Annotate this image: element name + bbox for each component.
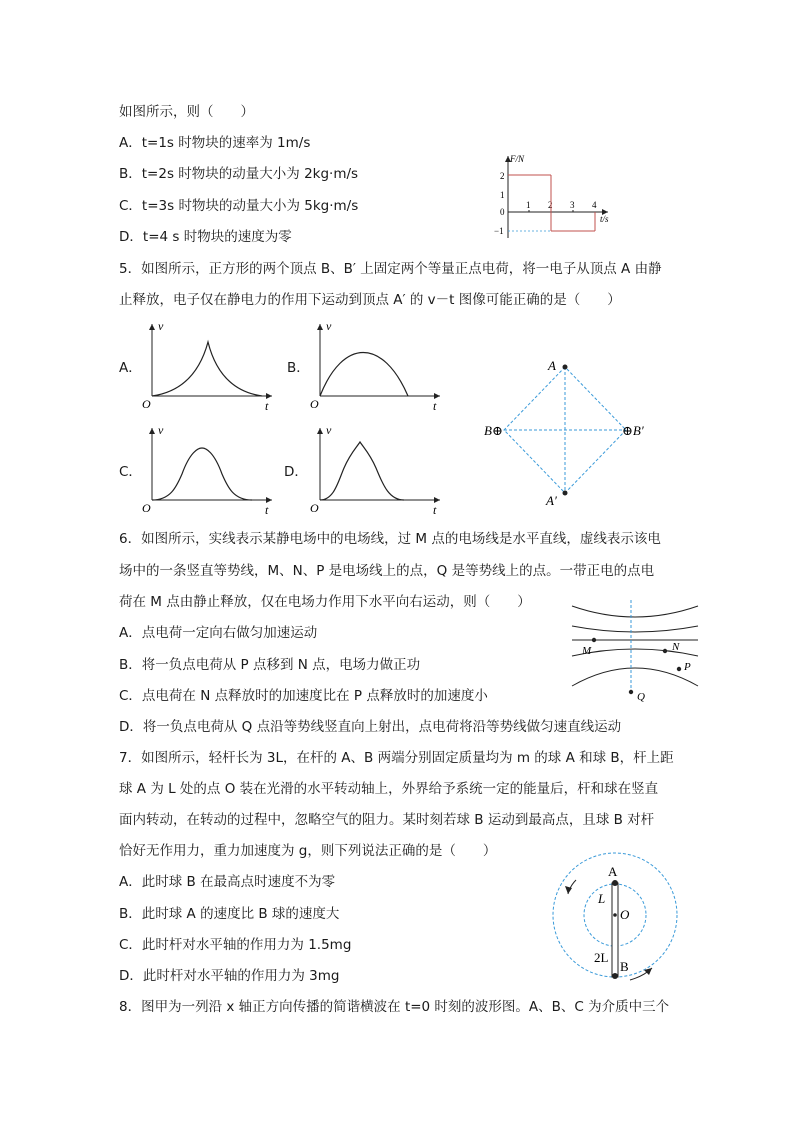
q5-option-b-label[interactable]: B． [287,360,310,376]
q6-stem-line2: 场中的一条竖直等势线，M、N、P 是电场线上的点，Q 是等势线上的点。一带正电的点电 [119,563,655,579]
q5-square-figure [482,355,657,508]
point-p-label: P [684,661,691,673]
q7-stem-line2: 球 A 为 L 处的点 O 装在光滑的水平转动轴上，外界给予系统一定的能量后，杆和球在竖直 [119,781,659,797]
v-axis-label: v [158,319,164,333]
point-m-dot [592,638,596,642]
origin-label: O [142,501,151,515]
origin-label: O [142,397,151,411]
origin-label: O [310,501,319,515]
q7-stem-line3: 面内转动，在转动的过程中，忽略空气的阻力。某时刻若球 B 运动到最高点，且球 B 对杆 [119,812,655,828]
v-axis-label: v [326,423,332,437]
q5-stem-line1: 5．如图所示，正方形的两个顶点 B、B′ 上固定两个等量正点电荷，将一电子从顶点 A 由静 [119,261,662,277]
q5-option-a-label[interactable]: A． [119,360,142,376]
q7-stem-line4: 恰好无作用力，重力加速度为 g，则下列说法正确的是（ ） [119,843,497,859]
q4-force-time-graph [488,150,618,245]
ball-b-label: B [620,959,629,974]
y-tick-1: 1 [500,190,505,200]
vertex-a-prime-label: A′ [546,493,557,508]
light-rod [612,883,618,977]
q7-option-c[interactable]: C．此时杆对水平轴的作用力为 1.5mg [119,937,352,953]
q5-graph-d[interactable] [308,422,448,517]
y-tick-2: 2 [500,171,505,181]
point-q-dot [629,690,633,694]
q6-option-c[interactable]: C．点电荷在 N 点释放时的加速度比在 P 点释放时的加速度小 [119,688,488,704]
vertex-a-prime-dot [563,491,568,496]
q5-graph-b[interactable] [308,318,448,413]
field-line-top [572,606,698,617]
x-tick-1: 1 [526,200,531,210]
q4-option-c[interactable]: C．t=3s 时物块的动量大小为 5kg·m/s [119,198,359,214]
q6-option-d[interactable]: D．将一负点电荷从 Q 点沿等势线竖直向上射出，点电荷将沿等势线做匀速直线运动 [119,719,622,735]
q7-option-b[interactable]: B．此时球 A 的速度比 B 球的速度大 [119,906,340,922]
q5-graph-a[interactable] [140,318,280,413]
field-line-upper [572,626,698,632]
q5-option-c-label[interactable]: C． [119,464,142,480]
q6-option-a[interactable]: A．点电荷一定向右做匀加速运动 [119,625,318,641]
origin-label: O [310,397,319,411]
q4-stem-tail: 如图所示，则（ ） [119,104,254,120]
q4-option-b[interactable]: B．t=2s 时物块的动量大小为 2kg·m/s [119,166,359,182]
ball-b [612,973,618,979]
y-tick-0: 0 [500,207,505,217]
t-axis-label: t [433,503,437,517]
v-axis-arrow-icon [317,428,323,434]
x-tick-3: 3 [570,200,575,210]
q7-option-d[interactable]: D．此时杆对水平轴的作用力为 3mg [119,968,340,984]
q4-option-d[interactable]: D．t=4 s 时物块的速度为零 [119,229,292,245]
x-tick-4: 4 [592,200,597,210]
point-q-label: Q [637,691,645,703]
v-t-curve [320,442,404,500]
v-axis-label: v [158,423,164,437]
length-l-label: L [598,891,606,906]
charge-b-label: B⊕ [484,423,503,438]
v-t-curve [320,353,408,397]
t-axis-label: t [265,503,269,517]
q7-rod-figure [548,850,683,985]
q6-field-figure [568,598,703,703]
q4-option-a[interactable]: A．t=1s 时物块的速率为 1m/s [119,135,311,151]
point-n-label: N [672,641,680,653]
vertex-a-dot [563,365,568,370]
t-axis-label: t [433,399,437,413]
v-axis-label: v [326,319,332,333]
ball-a-label: A [608,864,618,879]
q6-stem-line1: 6．如图所示，实线表示某静电场中的电场线，过 M 点的电场线是水平直线，虚线表示该电 [119,531,661,547]
q5-stem-line2: 止释放，电子仅在静电力的作用下运动到顶点 A′ 的 v－t 图像可能正确的是（ ） [119,292,621,308]
v-axis-arrow-icon [317,324,323,330]
t-axis-label: t/s [600,214,609,224]
ball-a [612,880,618,886]
v-axis-arrow-icon [149,428,155,434]
v-t-curve [152,342,262,396]
charge-b-prime-label: ⊕B′ [622,423,644,438]
q6-stem-line3: 荷在 M 点由静止释放，仅在电场力作用下水平向右运动，则（ ） [119,594,531,610]
q7-option-a[interactable]: A．此时球 B 在最高点时速度不为零 [119,874,336,890]
point-n-dot [663,649,667,653]
length-2l-label: 2L [594,950,609,965]
t-axis-label: t [265,399,269,413]
q6-option-b[interactable]: B．将一负点电荷从 P 点移到 N 点，电场力做正功 [119,657,421,673]
f-axis-label: F/N [510,154,525,164]
y-tick-neg1: −1 [494,226,504,236]
point-m-label: M [582,645,592,657]
v-t-curve [152,448,252,500]
v-axis-arrow-icon [149,324,155,330]
q5-graph-c[interactable] [140,422,280,517]
q7-stem-line1: 7．如图所示，轻杆长为 3L，在杆的 A、B 两端分别固定质量均为 m 的球 A 和球 B，杆上距 [119,750,674,766]
point-p-dot [677,667,681,671]
q5-option-d-label[interactable]: D． [284,464,308,480]
pivot-o-dot [613,913,617,917]
q8-stem-line1: 8．图甲为一列沿 x 轴正方向传播的简谐横波在 t=0 时刻的波形图。A、B、C 为介质中三个 [119,999,670,1015]
pivot-o-label: O [620,907,630,922]
vertex-a-label: A [548,358,556,373]
x-tick-2: 2 [548,200,553,210]
